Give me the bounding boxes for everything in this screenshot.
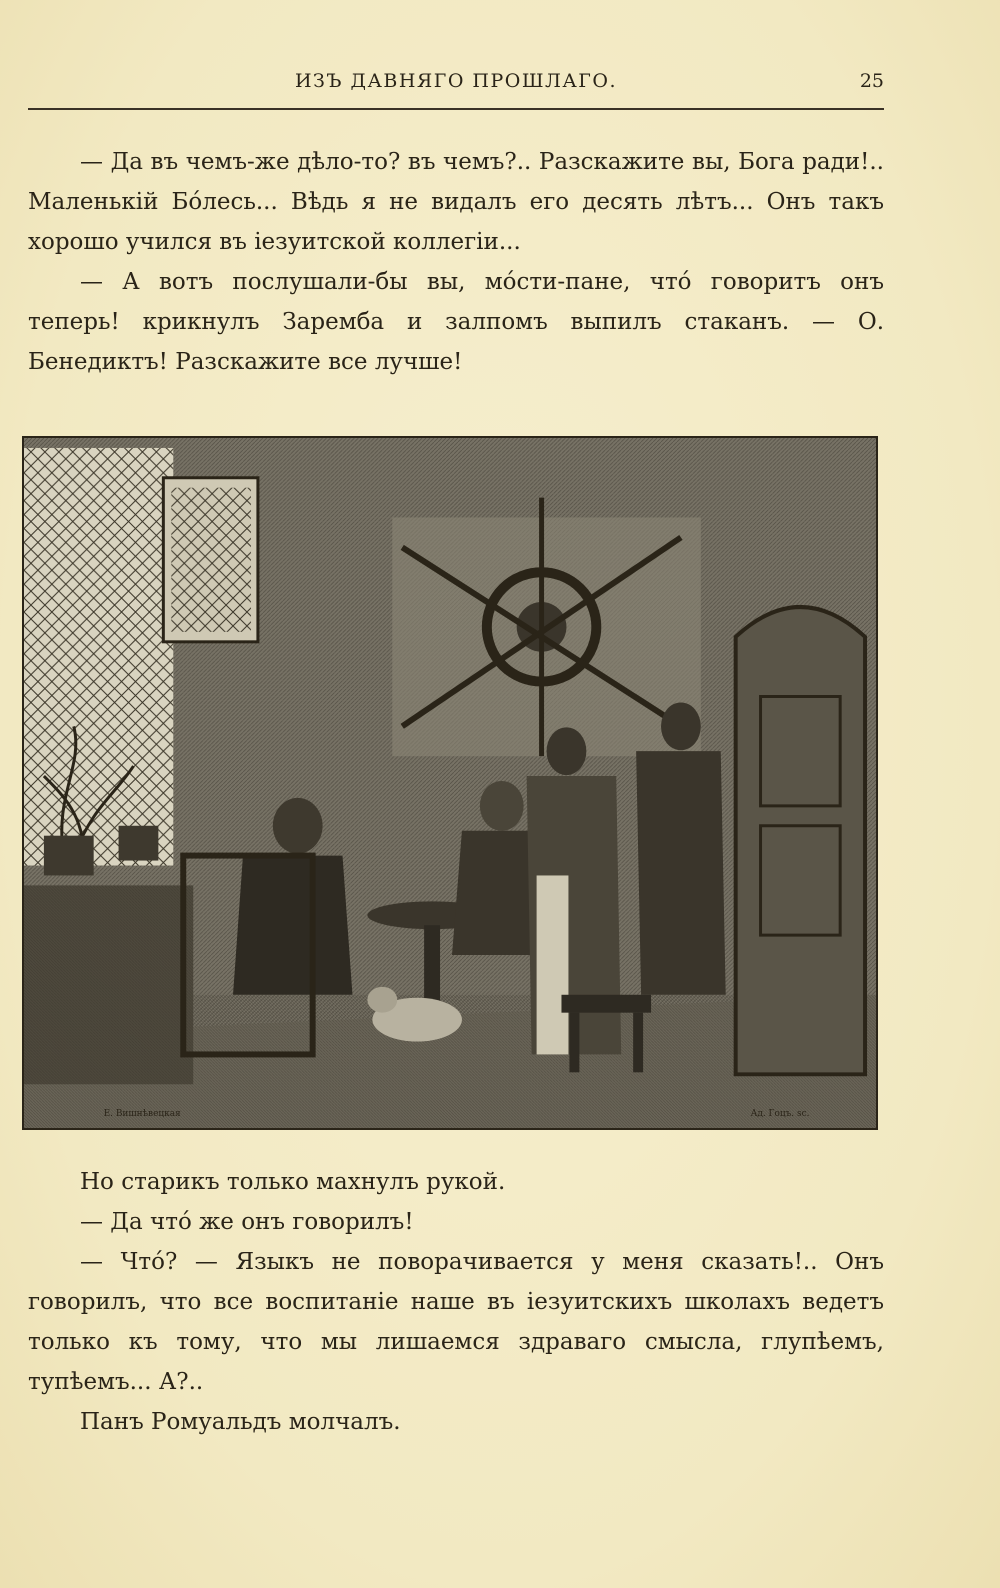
interior-scene-engraving [24,438,876,1128]
engraver-signature-left: Е. Вишнѣвецкая [103,1109,181,1120]
running-title: ИЗЪ ДАВНЯГО ПРОШЛАГО. [294,70,617,92]
paragraph: Но старикъ только махнулъ рукой. [80,1169,506,1195]
running-header [28,68,884,110]
text-block-bottom [28,1162,884,1442]
paragraph: Панъ Ромуальдъ молчалъ. [80,1409,401,1435]
paragraph: — А вотъ послушали-бы вы, мо́сти-пане, что́ говоритъ онъ теперь! крикнулъ Заремба и залпомъ выпилъ стаканъ. — О. Бенедиктъ! Разскажите все лучше! [28,269,884,375]
paragraph: — Да въ чемъ-же дѣло-то? въ чемъ?.. Разскажите вы, Бога ради!.. Маленькій Бо́лесь... Вѣдь я не видалъ его десять лѣтъ... Онъ такъ хорошо учился въ іезуитской коллегіи... [28,149,884,255]
engraving-illustration [22,436,878,1130]
text-block-top [28,142,884,382]
paragraph: — Что́? — Языкъ не поворачивается у меня сказать!.. Онъ говорилъ, что все воспитаніе наше въ іезуитскихъ школахъ ведетъ только къ тому, что мы лишаемся здраваго смысла, глупѣемъ, тупѣемъ... А?.. [28,1249,884,1395]
engraver-signature-right: Ад. Гоцъ. sc. [750,1109,810,1120]
paragraph: — Да что́ же онъ говорилъ! [80,1209,414,1235]
page-number: 25 [859,70,884,92]
